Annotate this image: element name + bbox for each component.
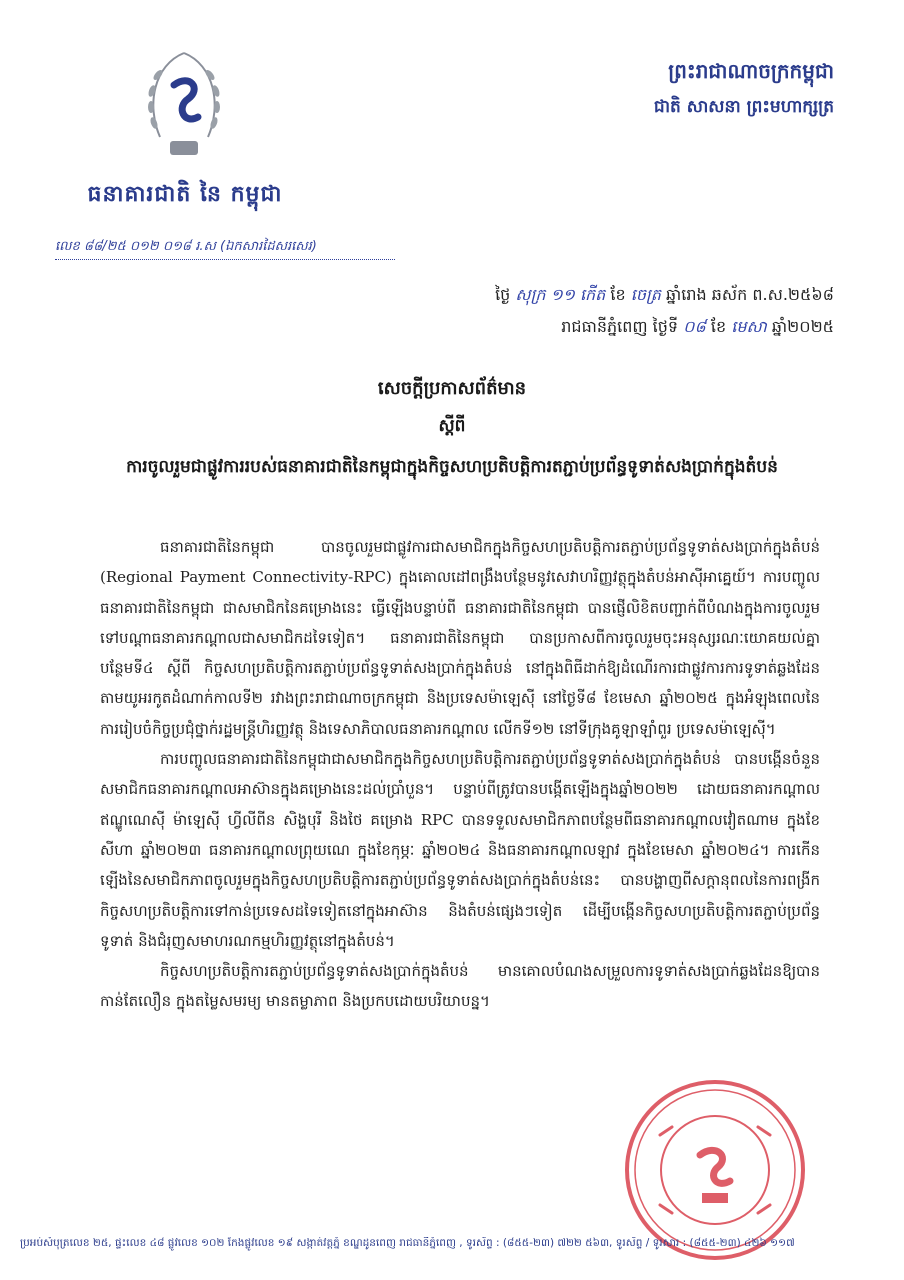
lunar-month-label: ខែ — [610, 285, 626, 304]
lunar-year: ឆ្នាំរោង ឆស័ក ព.ស.២៥៦៨ — [666, 285, 834, 304]
national-bank-emblem-icon — [140, 45, 228, 165]
lunar-month-handwritten: ចេត្រ — [630, 285, 661, 304]
body-paragraph-1: ធនាគារជាតិនៃកម្ពុជា បានចូលរួមជាផ្លូវការជាសមាជិកក្នុងកិច្ចសហប្រតិបត្តិការតភ្ជាប់ប្រព័ន្ធទូទាត់សងប្រាក់ក្នុងតំបន់ (Regional Payment Connectivity-RPC) ក្នុងគោលដៅពង្រឹងបន្ថែមនូវសេវាហរិញ្ញវត្ថុក្នុងតំបន់អាស៊ីអាគ្នេយ៍។ ការបញ្ចូល ធនាគារជាតិនៃកម្ពុជា ជាសមាជិកនៃគម្រោងនេះ ធ្វើឡើងបន្ទាប់ពី ធនាគារជាតិនៃកម្ពុជា បានផ្ញើលិខិតបញ្ជាក់ពីបំណងក្នុងការចូលរួមទៅបណ្តាធនាគារកណ្តាលជាសមាជិកដទៃទៀត។ ធនាគារជាតិនៃកម្ពុជា បានប្រកាសពីការចូលរួមចុះអនុស្សរណៈយោគយល់គ្នាបន្ថែមទី៤ ស្តីពី កិច្ចសហប្រតិបត្តិការតភ្ជាប់ប្រព័ន្ធទូទាត់សងប្រាក់ក្នុងតំបន់ នៅក្នុងពិធីដាក់ឱ្យដំណើរការជាផ្លូវការការទូទាត់ឆ្លងដែនតាមយូអរកូតដំណាក់កាលទី២ រវាងព្រះរាជាណាចក្រកម្ពុជា និងប្រទេសម៉ាឡេស៊ី នៅថ្ងៃទី៨ ខែមេសា ឆ្នាំ២០២៥ ក្នុងអំឡុងពេលនៃការរៀបចំកិច្ចប្រជុំថ្នាក់រដ្ឋមន្ត្រីហិរញ្ញវត្ថុ និងទេសាភិបាលធនាគារកណ្តាល លើកទី១២ នៅទីក្រុងគូឡាឡាំពួរ ប្រទេសម៉ាឡេស៊ី។ — [100, 538, 820, 738]
body-paragraph-2: ការបញ្ចូលធនាគារជាតិនៃកម្ពុជាជាសមាជិកក្នុងកិច្ចសហប្រតិបត្តិការតភ្ជាប់ប្រព័ន្ធទូទាត់សងប្រាក់ក្នុងតំបន់ បានបង្កើនចំនួនសមាជិកធនាគារកណ្តាលអាស៊ានក្នុងគម្រោងនេះដល់ប្រាំបួន។ បន្ទាប់ពីត្រូវបានបង្កើតឡើងក្នុងឆ្នាំ២០២២ ដោយធនាគារកណ្តាលឥណ្ឌូណេស៊ី ម៉ាឡេស៊ី ហ្វីលីពីន សិង្ហបុរី និងថៃ គម្រោង RPC បានទទួលសមាជិកភាពបន្ថែមពីធនាគារកណ្តាលវៀតណាម ក្នុងខែសីហា ឆ្នាំ២០២៣ ធនាគារកណ្តាលព្រុយណេ ក្នុងខែកុម្ភៈ ឆ្នាំ២០២៤ និងធនាគារកណ្តាលឡាវ ក្នុងខែមេសា ឆ្នាំ២០២៤។ ការកើនឡើងនៃសមាជិកភាពចូលរួមក្នុងកិច្ចសហប្រតិបត្តិការតភ្ជាប់ប្រព័ន្ធទូទាត់សងប្រាក់ក្នុងតំបន់នេះ បានបង្ហាញពីសក្តានុពលនៃការពង្រីកកិច្ចសហប្រតិបត្តិការទៅកាន់ប្រទេសដទៃទៀតនៅក្នុងអាស៊ាន និងតំបន់ផ្សេងៗទៀត ដើម្បីបង្កើនកិច្ចសហប្រតិបត្តិការតភ្ជាប់ប្រព័ន្ធទូទាត់ និងជំរុញសមាហរណកម្មហិរញ្ញវត្ថុនៅក្នុងតំបន់។ — [100, 750, 820, 950]
footer-address: ប្រអប់សំបុត្រលេខ ២៥, ផ្ទះលេខ ៤៨ ផ្លូវលេខ ១០២ កែងផ្លូវលេខ ១៩ សង្កាត់វត្តភ្នំ ខណ្ឌដូនពេញ រាជធានីភ្នំពេញ , ទូរស័ព្ទ : (៨៥៥-២៣) ៧២២ ៥៦៣, ទូរស័ព្ទ / ទូរសារ : (៨៥៥-២៣) ៤២៦ ១១៧ — [20, 1237, 795, 1249]
lunar-date — [294, 284, 834, 308]
solar-month-label: ខែ — [710, 317, 727, 336]
solar-date-prefix: រាជធានីភ្នំពេញ ថ្ងៃទី — [561, 317, 679, 336]
lunar-date-prefix: ថ្ងៃ — [495, 285, 511, 304]
title-press-release: សេចក្តីប្រកាសព័ត៌មាន — [377, 378, 527, 399]
solar-month-handwritten: មេសា — [731, 317, 767, 336]
title-regarding: ស្តីពី — [438, 416, 466, 436]
body-paragraph-3: កិច្ចសហប្រតិបត្តិការតភ្ជាប់ប្រព័ន្ធទូទាត់សងប្រាក់ក្នុងតំបន់ មានគោលបំណងសម្រួលការទូទាត់សងប្រាក់ឆ្លងដែនឱ្យបានកាន់តែលឿន ក្នុងតម្លៃសមរម្យ មានតម្លាភាព និងប្រកបដោយបរិយាបន្ន។ — [100, 962, 820, 1011]
kingdom-line-1: ព្រះរាជាណាចក្រកម្ពុជា — [668, 59, 834, 83]
kingdom-header — [574, 58, 834, 121]
solar-year: ឆ្នាំ២០២៥ — [771, 317, 834, 336]
reference-number: លេខ ៨៨/២៥ ០១២ ០១៨ រ.ស (ឯកសារដៃសរសេរ) — [55, 238, 395, 260]
bank-name: ធនាគារជាតិ នៃ កម្ពុជា — [87, 181, 283, 207]
kingdom-line-2: ជាតិ សាសនា ព្រះមហាក្សត្រ — [653, 97, 834, 117]
solar-day-handwritten: ០៨ — [683, 317, 706, 336]
lunar-day-handwritten: សុក្រ ១១ កើត — [515, 285, 606, 304]
title-subject: ការចូលរួមជាផ្លូវការរបស់ធនាគារជាតិនៃកម្ពុជាក្នុងកិច្ចសហប្រតិបត្តិការតភ្ជាប់ប្រព័ន្ធទូទាត់សងប្រាក់ក្នុងតំបន់ — [126, 457, 778, 477]
document-body — [100, 532, 820, 1017]
solar-date — [294, 316, 834, 340]
document-title — [100, 376, 804, 482]
